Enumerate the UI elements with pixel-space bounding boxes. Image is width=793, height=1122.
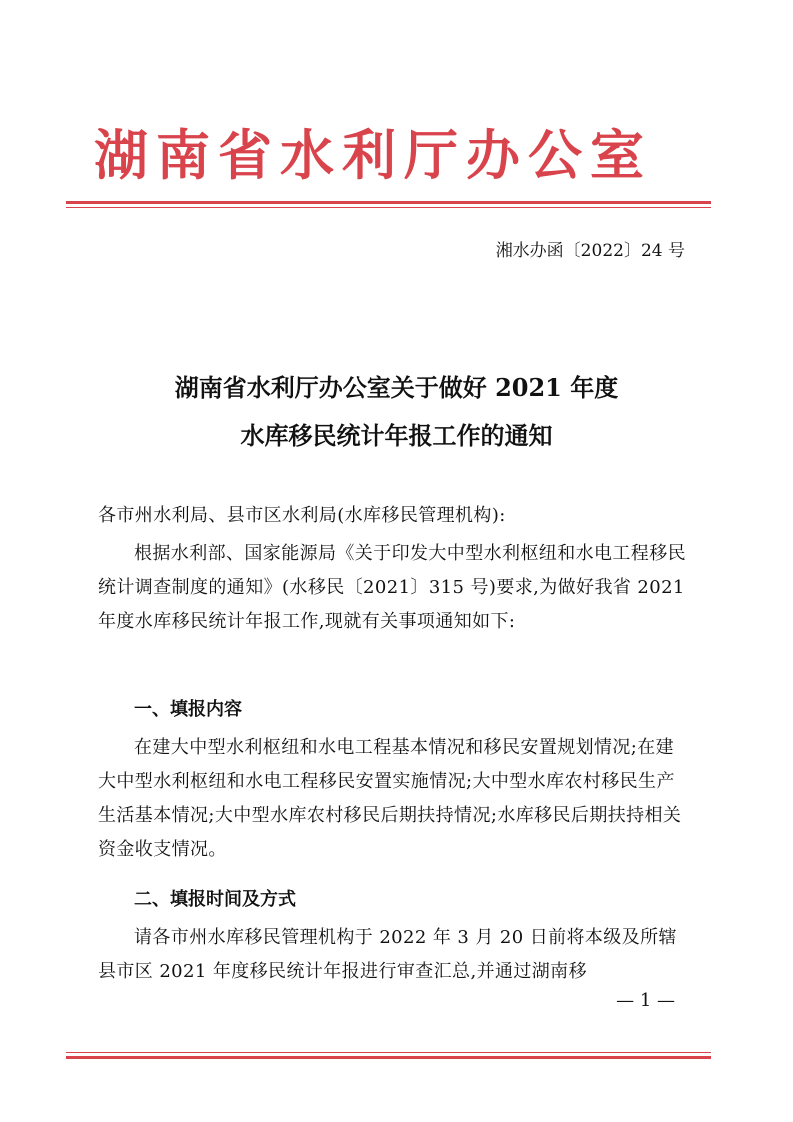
section-body-time-method: 请各市州水库移民管理机构于 2022 年 3 月 20 日前将本级及所辖县市区 2021 年度移民统计年报进行审查汇总,并通过湖南移 <box>98 927 677 982</box>
header-rule-thick <box>66 201 711 204</box>
section-heading-time-method: 二、填报时间及方式 <box>134 889 296 910</box>
issuing-office-title: 湖南省水利厅办公室 <box>94 123 652 187</box>
page-number: — 1 — <box>616 990 675 1011</box>
salutation: 各市州水利局、县市区水利局(水库移民管理机构): <box>98 505 506 526</box>
document-title-line-2: 水库移民统计年报工作的通知 <box>240 421 553 450</box>
document-title-line-1: 湖南省水利厅办公室关于做好 2021 年度 <box>174 373 619 402</box>
footer-rule-thick <box>66 1056 711 1059</box>
section-body-content: 在建大中型水利枢纽和水电工程基本情况和移民安置规划情况;在建大中型水利枢纽和水电工程移民安置实施情况;大中型水库农村移民生产生活基本情况;大中型水库农村移民后期扶持情况;水库移民后期扶持相关资金收支情况。 <box>98 737 682 860</box>
header-rule-thin <box>66 207 711 208</box>
section-heading-content: 一、填报内容 <box>134 699 242 720</box>
intro-paragraph: 根据水利部、国家能源局《关于印发大中型水利枢纽和水电工程移民统计调查制度的通知》(水移民〔2021〕315 号)要求,为做好我省 2021 年度水库移民统计年报工作,现就有关事项通知如下: <box>98 543 686 632</box>
document-number: 湘水办函〔2022〕24 号 <box>495 241 685 261</box>
footer-rule-thin <box>66 1052 711 1053</box>
